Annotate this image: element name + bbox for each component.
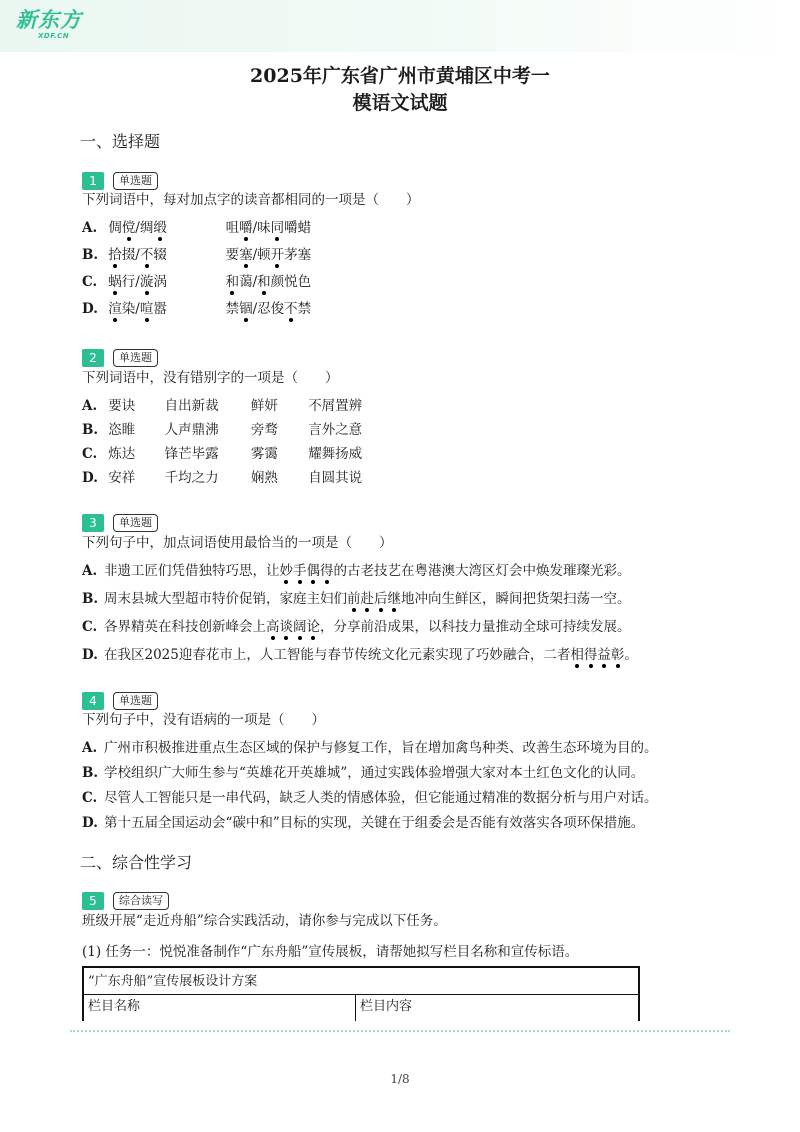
- table-header-cell: 栏目内容: [360, 999, 413, 1014]
- option-text-after: 地冲向生鲜区，瞬间把货架扫荡一空。: [401, 591, 631, 607]
- option-label: B.: [82, 591, 99, 607]
- option-label: D.: [82, 470, 98, 486]
- option-b[interactable]: [82, 763, 644, 783]
- option-word: 旁骛: [250, 422, 278, 438]
- option-a[interactable]: [82, 218, 311, 238]
- option-text-before: 非遗工匠们凭借独特巧思，让: [104, 563, 280, 579]
- option-label: D.: [82, 301, 98, 317]
- option-word-pair: 蜗行/漩涡: [108, 274, 167, 290]
- option-word: 人声鼎沸: [164, 422, 219, 438]
- option-label: B.: [82, 247, 99, 263]
- option-text: 尽管人工智能只是一串代码，缺乏人类的情感体验，但它能通过精准的数据分析与用户对话。: [104, 790, 658, 806]
- option-b[interactable]: [82, 420, 362, 440]
- table-header-cell: 栏目名称: [84, 995, 356, 1021]
- option-text: 学校组织广大师生参与“英雄花开英雄城”，通过实践体验增强大家对本土红色文化的认同。: [104, 765, 645, 781]
- logo-subtext: XDF.CN: [38, 32, 70, 40]
- option-a[interactable]: [82, 738, 658, 758]
- option-word-pair: 倜傥/绸缎: [108, 220, 167, 236]
- option-text-before: 在我区2025迎春花市上，人工智能与春节传统文化元素实现了巧妙融合，二者: [104, 647, 571, 663]
- option-c[interactable]: [82, 788, 658, 808]
- option-a[interactable]: [82, 396, 362, 416]
- question-type-tag: 单选题: [113, 514, 158, 532]
- option-label: C.: [82, 790, 98, 806]
- question-number: 1: [82, 172, 104, 190]
- sub-question: (1) 任务一：悦悦准备制作“广东舟船”宣传展板，请帮她拟写栏目名称和宣传标语。: [82, 944, 579, 960]
- option-text: 第十五届全国运动会“碳中和”目标的实现，关键在于组委会是否能有效落实各项环保措施。: [104, 815, 645, 831]
- page-number: 1/8: [390, 1072, 410, 1086]
- section-title: 一、选择题: [80, 132, 161, 151]
- option-label: A.: [82, 563, 98, 579]
- option-label: B.: [82, 765, 99, 781]
- question-header: [82, 892, 169, 910]
- header-band: [0, 0, 800, 52]
- dotted-phrase: 前赴后继: [347, 591, 401, 607]
- option-text-before: 各界精英在科技创新峰会上: [104, 619, 266, 635]
- option-word: 安祥: [108, 470, 136, 486]
- dotted-phrase: 相得益彰: [570, 647, 625, 663]
- doc-title-line2: 模语文试题: [352, 92, 448, 114]
- option-word: 不屑置辨: [308, 398, 363, 414]
- option-word-pair: 咀嚼/味同嚼蜡: [225, 220, 312, 236]
- question-header: [82, 692, 158, 710]
- option-text: 广州市积极推进重点生态区域的保护与修复工作，旨在增加禽鸟种类、改善生态环境为目的。: [104, 740, 658, 756]
- option-d[interactable]: [82, 645, 638, 665]
- option-word: 恣睢: [108, 422, 136, 438]
- question-type-tag: 单选题: [113, 172, 158, 190]
- option-word: 自出新裁: [164, 398, 219, 414]
- question-number: 4: [82, 692, 104, 710]
- option-b[interactable]: [82, 589, 631, 609]
- question-number: 5: [82, 892, 104, 910]
- option-label: C.: [82, 619, 98, 635]
- question-type-tag: 综合读写: [113, 892, 169, 910]
- question-stem: 下列词语中，每对加点字的读音都相同的一项是（ ）: [82, 192, 420, 208]
- option-label: C.: [82, 446, 98, 462]
- option-word-pair: 和蔼/和颜悦色: [225, 274, 312, 290]
- question-number: 2: [82, 349, 104, 367]
- option-a[interactable]: [82, 561, 631, 581]
- option-word: 自圆其说: [308, 470, 363, 486]
- dotted-phrase: 高谈阔论: [266, 619, 320, 635]
- option-c[interactable]: [82, 617, 631, 637]
- question-header: [82, 349, 158, 367]
- question-type-tag: 单选题: [113, 692, 158, 710]
- question-header: [82, 172, 158, 190]
- question-type-tag: 单选题: [113, 349, 158, 367]
- option-d[interactable]: [82, 813, 644, 833]
- option-word: 鲜妍: [250, 398, 278, 414]
- dotted-phrase: 妙手偶得: [279, 563, 334, 579]
- option-label: B.: [82, 422, 99, 438]
- doc-title-line1: 2025年广东省广州市黄埔区中考一: [250, 65, 550, 87]
- question-header: [82, 514, 158, 532]
- design-table: [82, 966, 640, 1021]
- option-d[interactable]: [82, 299, 311, 319]
- option-word: 千均之力: [164, 470, 219, 486]
- option-word: 锋芒毕露: [164, 446, 219, 462]
- option-word: 言外之意: [308, 422, 363, 438]
- option-word-pair: 要塞/顿开茅塞: [225, 247, 312, 263]
- option-b[interactable]: [82, 245, 311, 265]
- option-c[interactable]: [82, 272, 311, 292]
- option-word: 娴熟: [250, 470, 278, 486]
- option-text-after: 。: [624, 647, 638, 663]
- option-word-pair: 拾掇/不辍: [108, 247, 167, 263]
- option-text-after: 的古老技艺在粤港澳大湾区灯会中焕发璀璨光彩。: [333, 563, 631, 579]
- option-label: D.: [82, 647, 98, 663]
- option-word: 雾霭: [250, 446, 278, 462]
- option-label: D.: [82, 815, 98, 831]
- option-word: 耀舞扬威: [308, 446, 363, 462]
- option-text-before: 周末县城大型超市特价促销，家庭主妇们: [104, 591, 347, 607]
- option-word-pair: 禁锢/忍俊不禁: [225, 301, 312, 317]
- option-word: 要诀: [108, 398, 136, 414]
- table-caption: “广东舟船”宣传展板设计方案: [84, 968, 638, 995]
- option-word-pair: 渲染/喧嚣: [108, 301, 167, 317]
- question-stem: 下列词语中，没有错别字的一项是（ ）: [82, 370, 339, 386]
- brand-logo: [16, 8, 86, 42]
- section-title: 二、综合性学习: [80, 853, 193, 872]
- question-number: 3: [82, 514, 104, 532]
- logo-text: 新东方: [16, 8, 82, 32]
- option-label: C.: [82, 274, 98, 290]
- option-text-after: ，分享前沿成果，以科技力量推动全球可持续发展。: [320, 619, 631, 635]
- option-label: A.: [82, 398, 98, 414]
- option-d[interactable]: [82, 468, 362, 488]
- page-divider: [70, 1030, 730, 1032]
- option-word: 炼达: [108, 446, 136, 462]
- option-label: A.: [82, 740, 98, 756]
- question-stem: 班级开展“走近舟船”综合实践活动，请你参与完成以下任务。: [82, 913, 447, 929]
- question-stem: 下列句子中，加点词语使用最恰当的一项是（ ）: [82, 535, 393, 551]
- option-label: A.: [82, 220, 98, 236]
- question-stem: 下列句子中，没有语病的一项是（ ）: [82, 712, 325, 728]
- table-header-row: [84, 995, 638, 1021]
- option-c[interactable]: [82, 444, 362, 464]
